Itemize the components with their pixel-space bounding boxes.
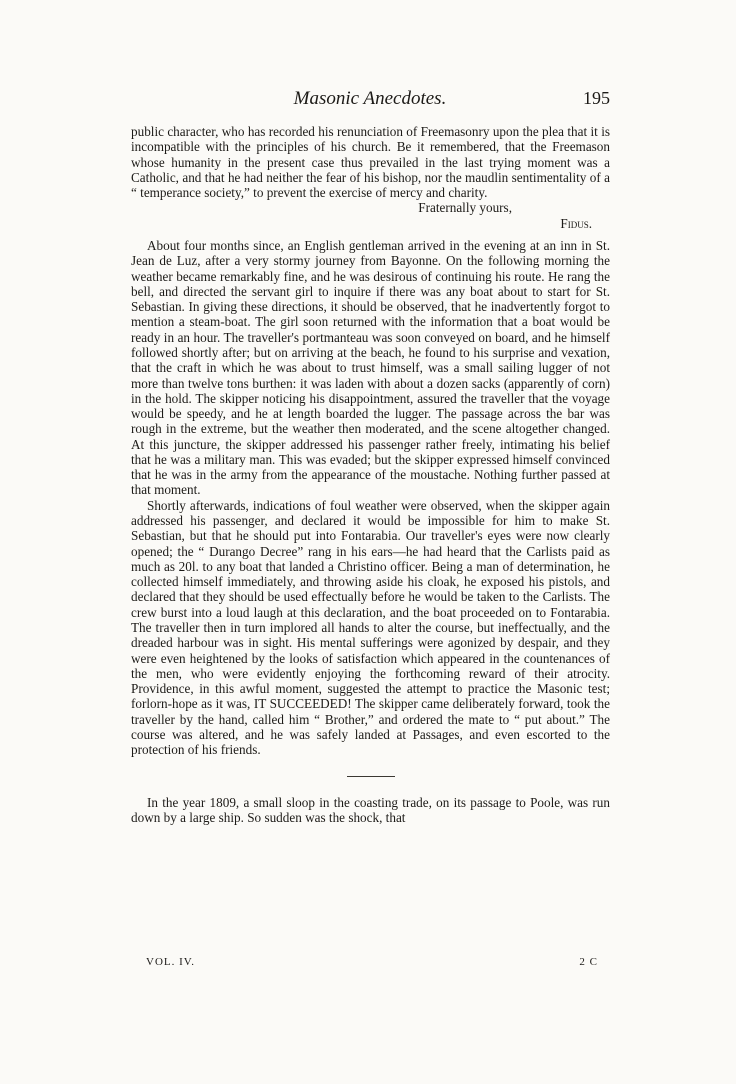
running-title: Masonic Anecdotes.	[293, 88, 447, 109]
paragraph-sloop-1809: In the year 1809, a small sloop in the coasting trade, on its passage to Poole, was run down by a large ship. So sudden was the shock, that	[131, 794, 610, 825]
signature-mark: 2 C	[579, 956, 598, 968]
running-head	[130, 88, 610, 112]
page-number: 195	[583, 88, 610, 108]
letter-closing: Fraternally yours,	[418, 200, 512, 216]
letter-signature: Fidus.	[560, 215, 592, 231]
body-text	[131, 124, 610, 825]
volume-marker: VOL. IV.	[146, 956, 196, 968]
paragraph-renunciation: public character, who has recorded his renunciation of Freemasonry upon the plea that it is incompatible with the principles of his church. Be it remembered, that the Freemason whose humanity in the present case thus prevailed in the last trying moment was a Catholic, and that he had neither the fear of his bishop, nor the maudlin sentimentality of a “ temperance society,” to prevent the exercise of mercy and charity.	[131, 124, 610, 201]
paragraph-lugger-voyage: About four months since, an English gentleman arrived in the evening at an inn in St. Jean de Luz, after a very stormy journey from Bayonne. On the following morning the weather became remarkably fine, and he was desirous of continuing his route. He rang the bell, and directed the servant girl to inquire if there was any boat about to start for St. Sebastian. In giving these directions, it should be observed, that he inadvertently forgot to mention a steam-boat. The girl soon returned with the information that a boat would be ready in an hour. The traveller's portmanteau was soon conveyed on board, and he himself followed shortly after; but on arriving at the beach, he found to his surprise and vexation, that the craft in which he was about to trust himself, was a small sailing lugger of not more than twelve tons burthen: it was laden with about a dozen sacks (apparently of corn) in the hold. The skipper noticing his disappointment, assured the traveller that the voyage would be speedy, and he at length boarded the lugger. The passage across the bar was rough in the extreme, but the weather then moderated, and the scene altogether changed. At this juncture, the skipper addressed his passenger rather freely, intimating his belief that he was a military man. This was evaded; but the skipper expressed himself convinced that he was in the army from the appearance of the moustache. Nothing further passed at that moment.	[131, 237, 610, 498]
paragraph-masonic-test: Shortly afterwards, indications of foul weather were observed, when the skipper again addressed his passenger, and declared it would be impossible for him to make St. Sebastian, but that he should put into Fontarabia. Our traveller's eyes were now clearly opened; the “ Durango Decree” rang in his ears—he had heard that the Carlists paid as much as 20l. to any boat that landed a Christino officer. Being a man of determination, he collected himself immediately, and throwing aside his cloak, he exposed his pistols, and declared that they should be used effectually before he would be taken to the Carlists. The crew burst into a loud laugh at this declaration, and the boat proceeded on to Fontarabia. The traveller then in turn implored all hands to alter the course, but ineffectually, and the dreaded harbour was in sight. His mental sufferings were agonized by despair, and they were even heightened by the looks of satisfaction which appeared in the countenances of the men, who were evidently enjoying the forthcoming reward of their atrocity. Providence, in this awful moment, suggested the attempt to practice the Masonic test; forlorn-hope as it was, IT SUCCEEDED! The skipper came deliberately forward, took the traveller by the hand, called him “ Brother,” and ordered the mate to “ put about.” The course was altered, and he was safely landed at Passages, and even escorted to the protection of his friends.	[131, 497, 610, 758]
page-footer	[146, 956, 610, 972]
